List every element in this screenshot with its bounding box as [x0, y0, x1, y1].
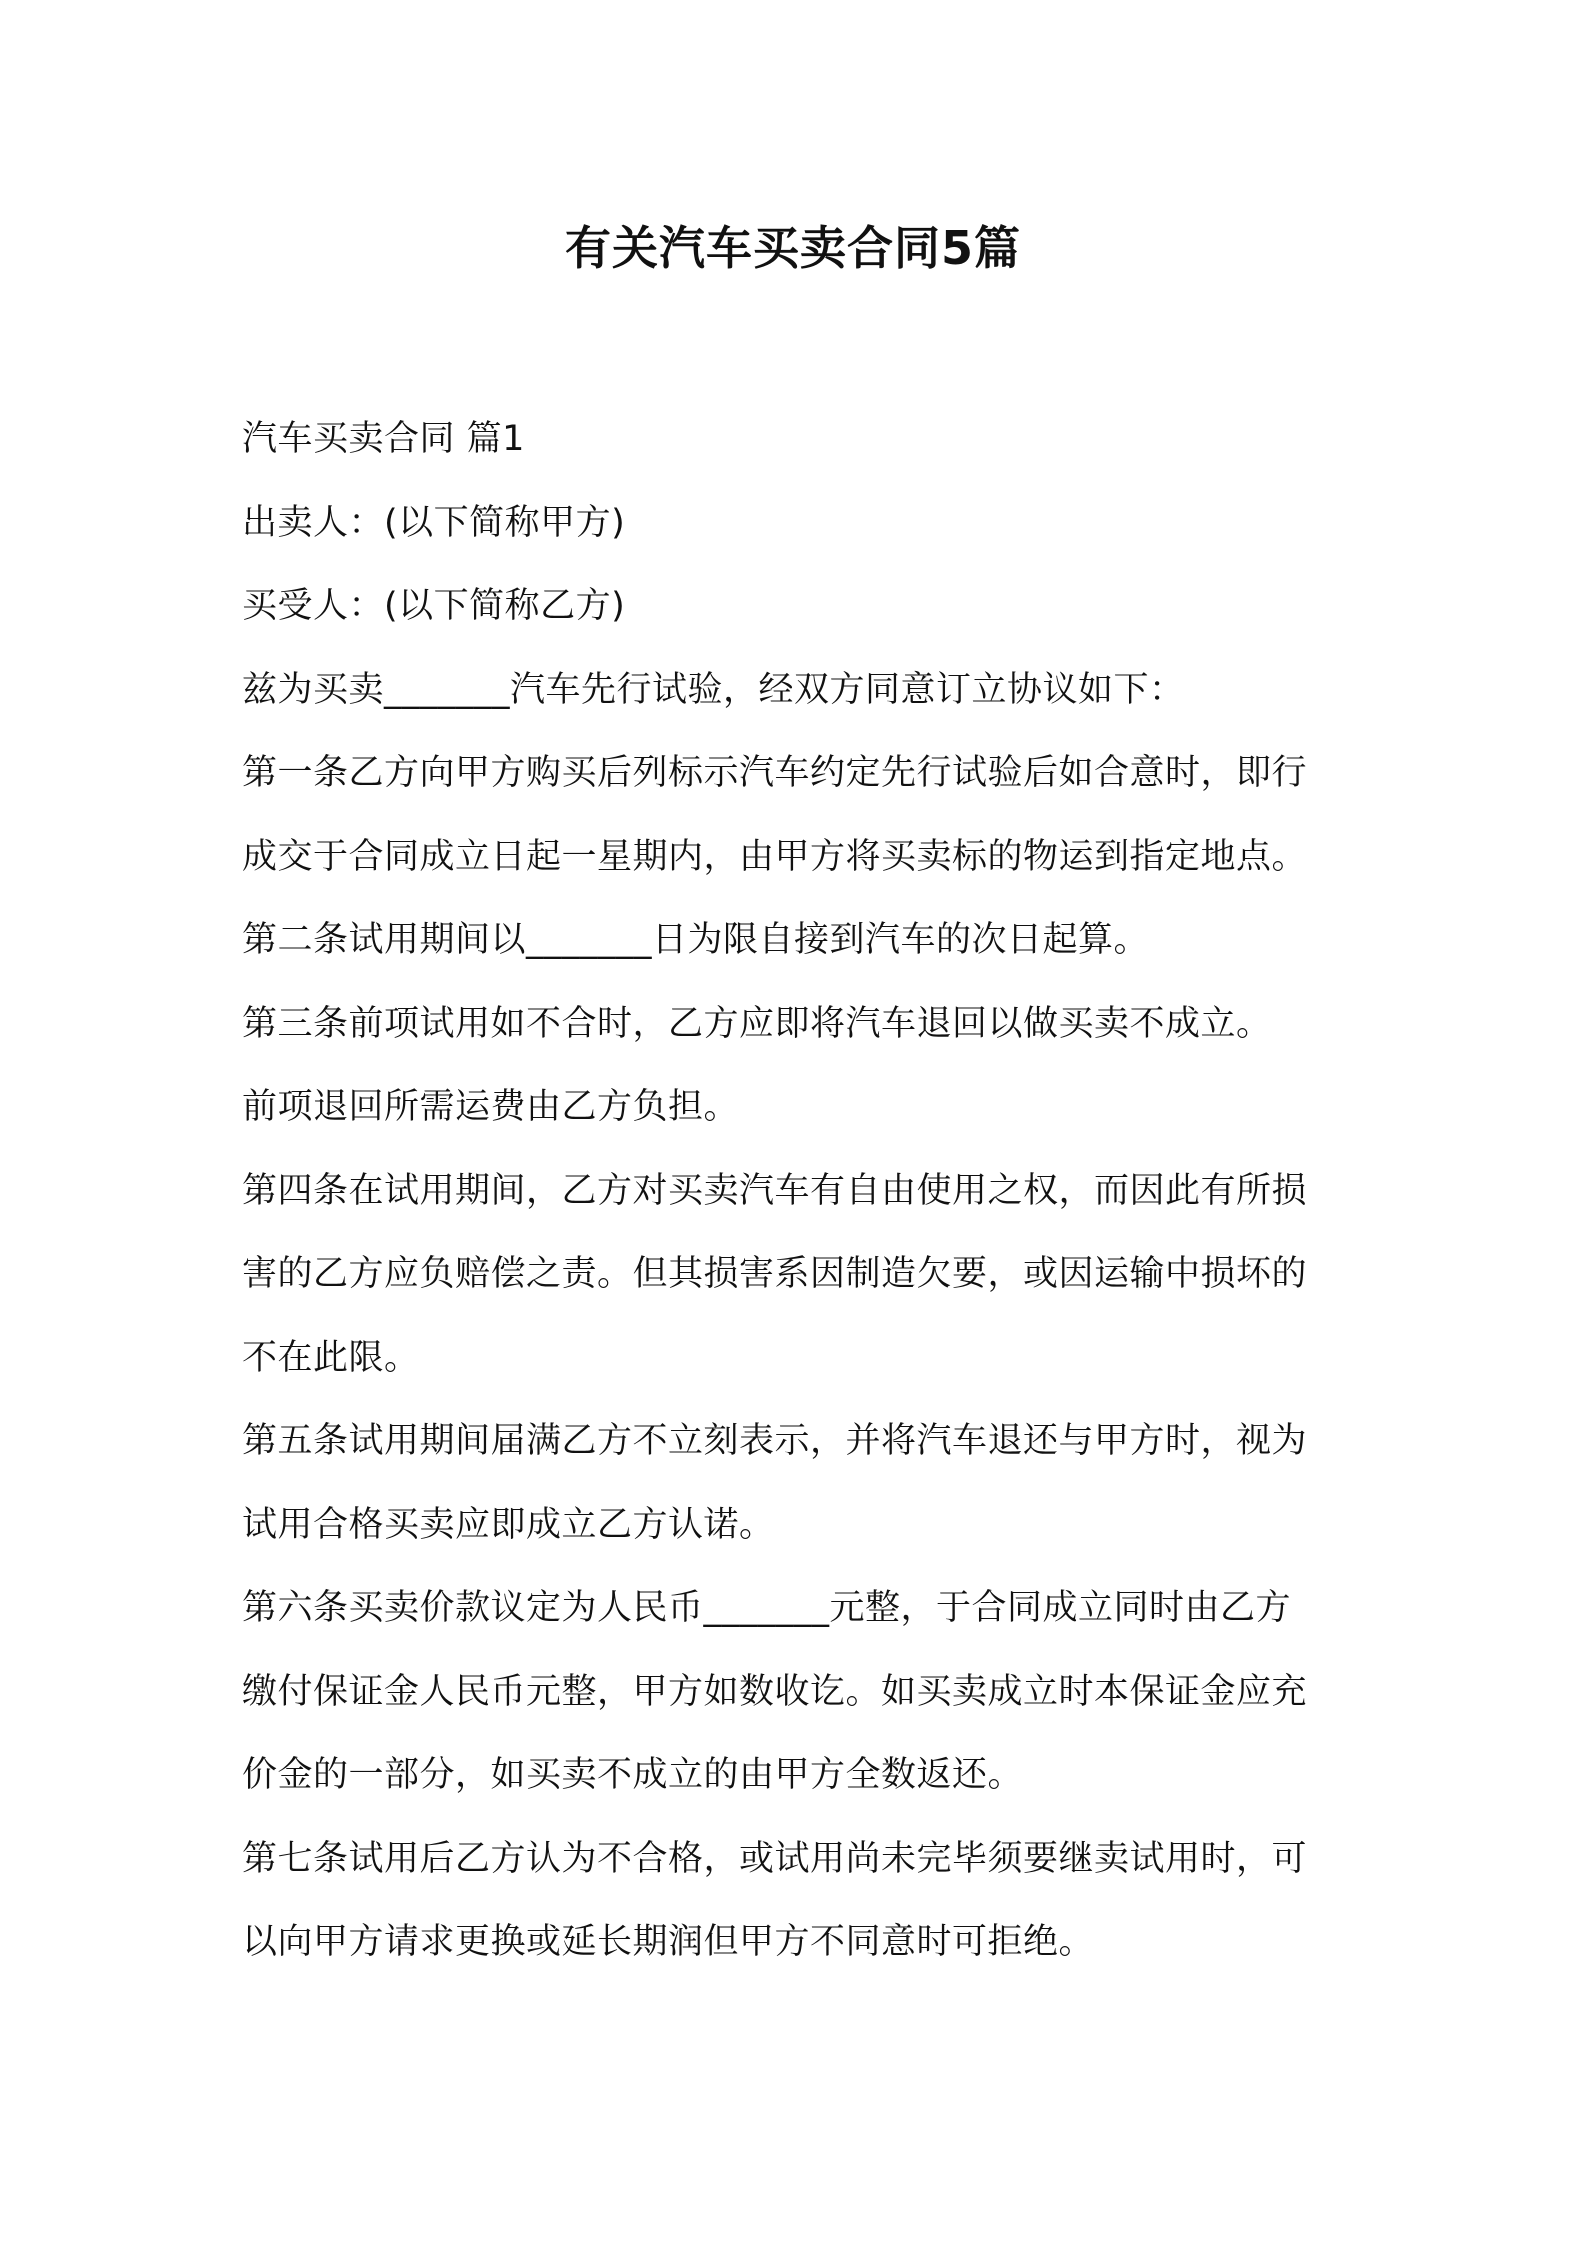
document-title: 有关汽车买卖合同5篇 — [564, 221, 1021, 275]
article-6-line-3: 价金的一部分，如买卖不成立的由甲方全数返还。 — [242, 1755, 1024, 1795]
article-3-line-1: 第三条前项试用如不合时，乙方应即将汽车退回以做买卖不成立。 — [242, 1003, 1272, 1044]
section-heading: 汽车买卖合同 篇1 — [242, 419, 525, 459]
article-7-line-2: 以向甲方请求更换或延长期润但甲方不同意时可拒绝。 — [242, 1922, 1095, 1962]
article-3-line-2: 前项退回所需运费由乙方负担。 — [242, 1087, 740, 1127]
article-1-line-2: 成交于合同成立日起一星期内，由甲方将买卖标的物运到指定地点。 — [242, 836, 1308, 877]
article-7-line-1: 第七条试用后乙方认为不合格，或试用尚未完毕须要继卖试用时，可 — [242, 1838, 1308, 1879]
article-5-line-2: 试用合格买卖应即成立乙方认诺。 — [242, 1504, 775, 1545]
document-body — [242, 398, 1352, 1985]
article-2-line: 第二条试用期间以_______日为限自接到汽车的次日起算。 — [242, 920, 1150, 960]
article-4-line-2: 害的乙方应负赔偿之责。但其损害系因制造欠要，或因运输中损坏的 — [242, 1254, 1308, 1294]
preamble-line: 兹为买卖_______汽车先行试验，经双方同意订立协议如下： — [242, 669, 1185, 710]
buyer-line: 买受人：(以下简称乙方) — [242, 586, 626, 626]
article-4-line-3: 不在此限。 — [242, 1337, 420, 1378]
article-1-line-1: 第一条乙方向甲方购买后列标示汽车约定先行试验后如合意时，即行 — [242, 753, 1308, 793]
article-6-line-1: 第六条买卖价款议定为人民币_______元整，于合同成立同时由乙方 — [242, 1588, 1292, 1628]
article-6-line-2: 缴付保证金人民币元整，甲方如数收讫。如买卖成立时本保证金应充 — [242, 1671, 1308, 1712]
article-5-line-1: 第五条试用期间届满乙方不立刻表示，并将汽车退还与甲方时，视为 — [242, 1421, 1308, 1461]
article-4-line-1: 第四条在试用期间，乙方对买卖汽车有自由使用之权，而因此有所损 — [242, 1170, 1308, 1211]
seller-line: 出卖人：(以下简称甲方) — [242, 502, 626, 543]
